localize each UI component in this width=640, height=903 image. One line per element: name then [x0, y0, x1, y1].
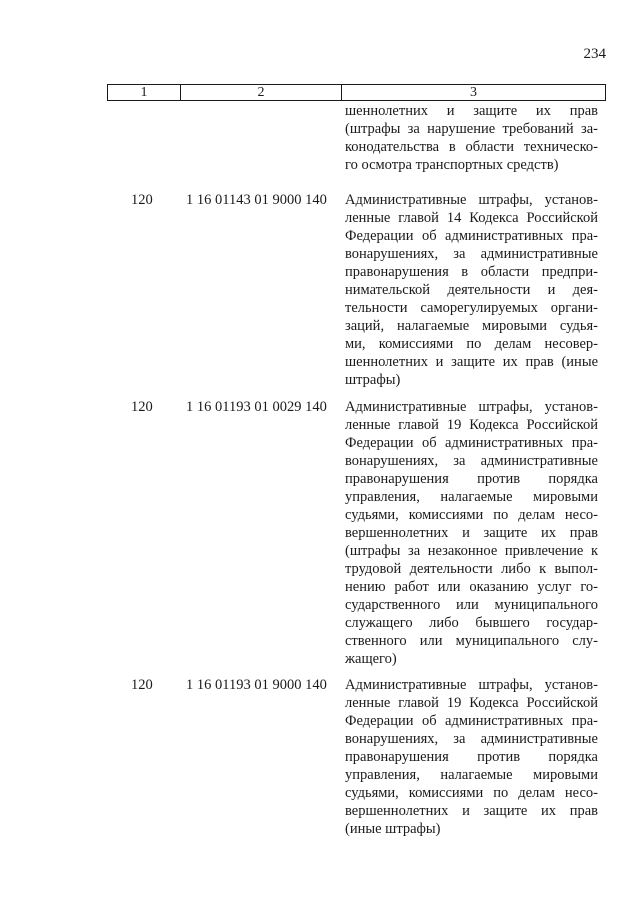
text-line: ми, комиссиями по делам несовер- — [345, 336, 598, 352]
budget-classification-code: 1 16 01193 01 0029 140 — [186, 399, 327, 415]
text-line: (штрафы за незаконное привлечение к — [345, 543, 598, 559]
text-line: сударственного или муниципального — [345, 597, 598, 613]
text-line: шеннолетних и защите их прав (иные — [345, 354, 598, 370]
text-line: вершеннолетних и защите их прав — [345, 803, 598, 819]
header-col-3: 3 — [470, 85, 477, 100]
text-line: тельности саморегулируемых органи- — [345, 300, 598, 316]
text-line: ленные главой 19 Кодекса Российской — [345, 695, 598, 711]
text-line: нению работ или оказанию услуг го- — [345, 579, 598, 595]
text-line: судьями, комиссиями по делам несо- — [345, 507, 598, 523]
text-line: служащего либо бывшего государ- — [345, 615, 598, 631]
text-line: жащего) — [345, 651, 397, 667]
text-line: правонарушения против порядка — [345, 749, 598, 765]
text-line: Административные штрафы, установ- — [345, 399, 598, 415]
text-line: шеннолетних и защите их прав — [345, 103, 598, 119]
row-description — [345, 191, 598, 389]
text-line: ленные главой 19 Кодекса Российской — [345, 417, 598, 433]
budget-classification-code: 1 16 01193 01 9000 140 — [186, 677, 327, 693]
text-line: Федерации об административных пра- — [345, 228, 598, 244]
text-line: вершеннолетних и защите их прав — [345, 525, 598, 541]
text-line: Административные штрафы, установ- — [345, 192, 598, 208]
text-line: правонарушения в области предпри- — [345, 264, 598, 280]
admin-code: 120 — [131, 677, 153, 693]
text-line: конодательства в области техническо- — [345, 139, 598, 155]
table-header — [107, 84, 606, 101]
text-line: штрафы) — [345, 372, 401, 388]
text-line: Федерации об административных пра- — [345, 435, 598, 451]
text-line: го осмотра транспортных средств) — [345, 157, 559, 173]
continuation-text — [345, 102, 598, 174]
page-number: 234 — [583, 46, 606, 62]
text-line: вонарушениях, за административные — [345, 246, 598, 262]
text-line: вонарушениях, за административные — [345, 453, 598, 469]
text-line: Административные штрафы, установ- — [345, 677, 598, 693]
header-col-2: 2 — [181, 85, 342, 100]
text-line: (штрафы за нарушение требований за- — [345, 121, 598, 137]
text-line: управления, налагаемые мировыми — [345, 489, 598, 505]
text-line: судьями, комиссиями по делам несо- — [345, 785, 598, 801]
row-description — [345, 398, 598, 668]
text-line: ленные главой 14 Кодекса Российской — [345, 210, 598, 226]
header-col-1: 1 — [108, 85, 181, 100]
text-line: Федерации об административных пра- — [345, 713, 598, 729]
text-line: заций, налагаемые мировыми судья- — [345, 318, 598, 334]
budget-classification-code: 1 16 01143 01 9000 140 — [186, 192, 327, 208]
text-line: нимательской деятельности и дея- — [345, 282, 598, 298]
text-line: вонарушениях, за административные — [345, 731, 598, 747]
text-line: правонарушения против порядка — [345, 471, 598, 487]
text-line: управления, налагаемые мировыми — [345, 767, 598, 783]
admin-code: 120 — [131, 399, 153, 415]
text-line: (иные штрафы) — [345, 821, 441, 837]
text-line: ственного или муниципального слу- — [345, 633, 598, 649]
admin-code: 120 — [131, 192, 153, 208]
row-description — [345, 676, 598, 838]
text-line: трудовой деятельности либо к выпол- — [345, 561, 598, 577]
